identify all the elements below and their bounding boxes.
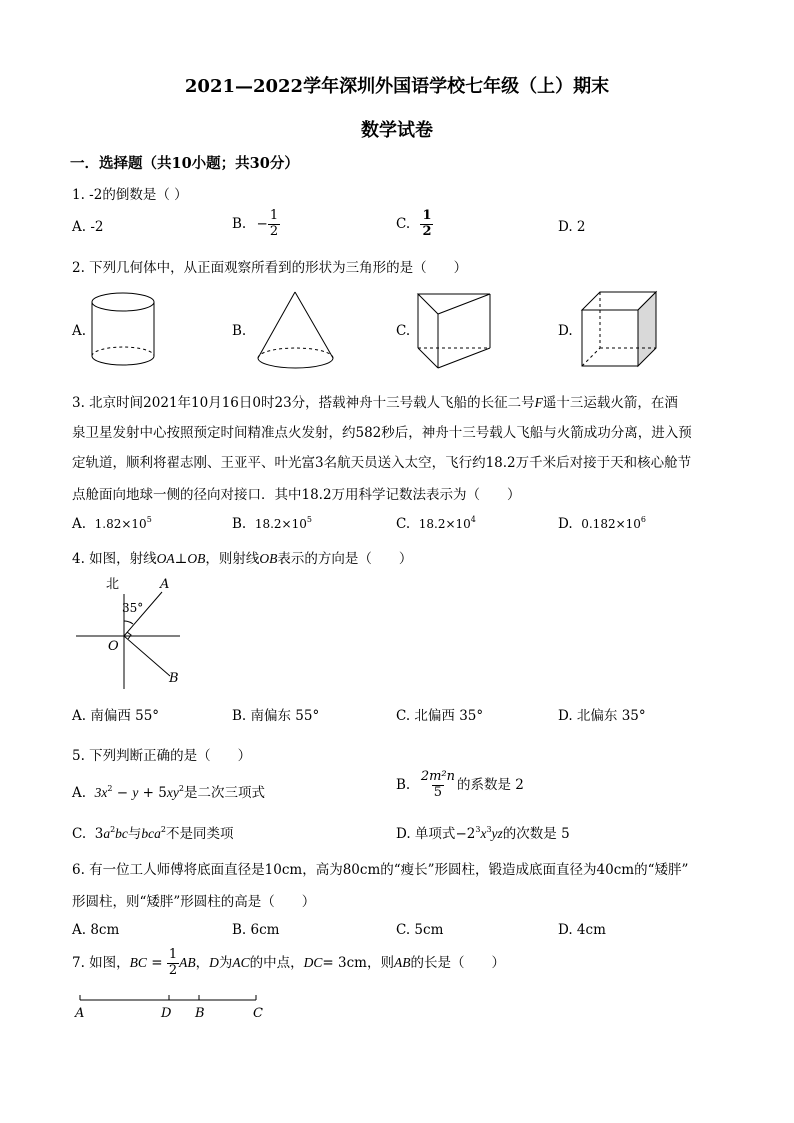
q5-option-d bbox=[396, 822, 570, 842]
q3-line3: 定轨道，顺利将翟志刚、王亚平、叶光富3名航天员送入太空，飞行约18.2万千米后对接于天和核心舱节 bbox=[72, 455, 692, 471]
option-label: C. bbox=[72, 826, 87, 842]
q4-stem-mid: ，则射线 bbox=[205, 551, 260, 567]
cube-figure bbox=[580, 290, 660, 372]
q5-stem: 5. 下列判断正确的是（ ） bbox=[72, 748, 252, 764]
frac-num: 2m²n bbox=[420, 769, 455, 784]
page-subtitle: 数学试卷 bbox=[361, 120, 433, 141]
q1-option-a: A. -2 bbox=[72, 219, 104, 235]
q7-ab: AB bbox=[393, 954, 411, 970]
q1-option-c bbox=[396, 209, 433, 240]
q5-c-term2: bca$^2$ bbox=[141, 825, 167, 841]
frac-num: 1 bbox=[168, 947, 178, 962]
q5-a-text: 是二次三项式 bbox=[183, 785, 265, 801]
seg-point-c: C bbox=[253, 1006, 263, 1021]
frac-num: 1 bbox=[422, 208, 432, 223]
q1-option-b-fraction bbox=[268, 209, 280, 240]
frac-den: 2 bbox=[422, 223, 432, 239]
q5-option-c bbox=[72, 822, 234, 842]
q3-var-f: F bbox=[534, 395, 543, 410]
option-label: A. bbox=[72, 516, 87, 532]
sci-exp: 4 bbox=[470, 515, 476, 524]
q5-c-term1: $3a^2bc$ bbox=[94, 825, 128, 842]
seg-point-d: D bbox=[161, 1006, 172, 1021]
angle-label: 35° bbox=[122, 601, 144, 615]
q4-option-a: A. 南偏西 55° bbox=[72, 708, 160, 724]
origin-o-label: O bbox=[108, 639, 119, 654]
frac-den: 5 bbox=[433, 784, 443, 800]
q7-eq: = 3cm bbox=[322, 954, 367, 971]
q3-line2: 泉卫星发射中心按照预定时间精准点火发射，约582秒后，神舟十三号载人飞船与火箭成功分离，进入预 bbox=[72, 425, 692, 441]
frac-num: 1 bbox=[269, 208, 279, 223]
sci-base: 1.82×10 bbox=[94, 517, 147, 531]
q7-fraction bbox=[167, 948, 179, 979]
q4-stem bbox=[72, 547, 412, 567]
q4-oa: OA bbox=[156, 551, 175, 566]
q4-stem-pre: 4. 如图，射线 bbox=[72, 551, 157, 567]
q1-option-b-sign: − bbox=[256, 215, 268, 232]
option-label: D. 单项式 bbox=[396, 826, 456, 842]
q2-option-a: A. bbox=[72, 323, 87, 339]
q3-line1 bbox=[72, 391, 678, 411]
q7-mid-text: 的中点， bbox=[249, 954, 304, 971]
q1-stem: 1. -2的倒数是（ ） bbox=[72, 187, 188, 203]
q5-b-fraction bbox=[419, 770, 457, 801]
point-a-label: A bbox=[160, 577, 170, 592]
q4-ob: OB bbox=[187, 551, 206, 566]
q3-option-d bbox=[558, 515, 646, 532]
option-label: C. bbox=[396, 516, 411, 532]
seg-point-b: B bbox=[195, 1006, 205, 1021]
q1-option-c-label: C. bbox=[396, 215, 411, 232]
triangular-prism-figure bbox=[416, 292, 496, 374]
section-heading: 一．选择题（共10小题；共30分） bbox=[70, 155, 299, 172]
q5-option-b bbox=[396, 770, 524, 801]
q1-option-b-label: B. bbox=[232, 215, 247, 232]
q6-option-b: B. 6cm bbox=[232, 922, 280, 938]
frac-den: 2 bbox=[269, 223, 279, 239]
q3-line1-text: 3. 北京时间2021年10月16日0时23分，搭载神舟十三号载人飞船的长征二号 bbox=[72, 395, 535, 411]
q4-perp: ⊥ bbox=[174, 551, 188, 567]
q2-option-d: D. bbox=[558, 323, 573, 339]
point-b-label: B bbox=[169, 671, 179, 686]
q5-c-mid: 与 bbox=[127, 826, 142, 842]
q6-option-a: A. 8cm bbox=[72, 922, 120, 938]
q1-option-c-fraction bbox=[420, 209, 433, 240]
q4-ob2: OB bbox=[259, 551, 278, 566]
north-label: 北 bbox=[106, 577, 120, 592]
q2-option-c: C. bbox=[396, 323, 411, 339]
q2-stem: 2. 下列几何体中，从正面观察所看到的形状为三角形的是（ ） bbox=[72, 260, 468, 276]
q1-option-b bbox=[232, 209, 280, 240]
seg-point-a: A bbox=[75, 1006, 85, 1021]
sci-exp: 5 bbox=[146, 515, 152, 524]
option-label: B. bbox=[396, 776, 411, 793]
q3-option-c bbox=[396, 515, 476, 532]
q4-option-c: C. 北偏西 35° bbox=[396, 708, 484, 724]
cylinder-figure bbox=[90, 290, 160, 370]
q4-stem-end: 表示的方向是（ ） bbox=[277, 551, 413, 567]
option-label: A. bbox=[72, 785, 87, 801]
q1-option-d: D. 2 bbox=[558, 219, 586, 235]
q7-end: 的长是（ ） bbox=[410, 954, 505, 971]
q5-c-text: 不是同类项 bbox=[166, 826, 234, 842]
sci-base: 18.2×10 bbox=[254, 517, 307, 531]
sci-base: 0.182×10 bbox=[581, 517, 641, 531]
cone-figure bbox=[256, 290, 336, 370]
q7-stem: 7. 如图，BC = $\frac{1}{2}$ AB，D为AC的中点，DC= 3cm，则AB的长是（ ） bbox=[72, 947, 505, 978]
q5-d-text: 的次数是 5 bbox=[502, 826, 570, 842]
q3-option-b bbox=[232, 515, 312, 532]
option-label: B. bbox=[232, 516, 247, 532]
q7-stem-mid: ， bbox=[195, 954, 210, 971]
sci-exp: 6 bbox=[640, 515, 647, 524]
q5-option-a bbox=[72, 781, 265, 801]
q5-d-term: $-2^3x^3yz$ bbox=[455, 825, 503, 842]
q3-option-a bbox=[72, 515, 152, 532]
sci-base: 18.2×10 bbox=[418, 517, 471, 531]
q7-dc: DC bbox=[303, 954, 323, 970]
option-label: D. bbox=[558, 516, 573, 532]
q3-line1-end: 遥十三运载火箭，在酒 bbox=[542, 395, 678, 411]
q4-option-b: B. 南偏东 55° bbox=[232, 708, 320, 724]
q3-line4: 点舱面向地球一侧的径向对接口．其中18.2万用科学记数法表示为（ ） bbox=[72, 487, 521, 503]
q6-line2: 形圆柱，则“矮胖”形圆柱的高是（ ） bbox=[72, 894, 316, 910]
q7-stem-end: ，则 bbox=[366, 954, 394, 971]
q6-option-d: D. 4cm bbox=[558, 922, 606, 938]
q7-stem-pre: 7. 如图， bbox=[72, 954, 130, 971]
q5-b-text: 的系数是 2 bbox=[457, 776, 524, 793]
q5-a-expression: $3x^2 - y + 5xy^2$ bbox=[94, 784, 184, 801]
q6-option-c: C. 5cm bbox=[396, 922, 444, 938]
q4-direction-figure bbox=[72, 574, 192, 694]
frac-den: 2 bbox=[168, 962, 178, 978]
q7-ac: AC bbox=[232, 954, 250, 970]
page-title: 2021—2022学年深圳外国语学校七年级（上）期末 bbox=[184, 76, 610, 97]
q2-option-b: B. bbox=[232, 323, 247, 339]
q4-option-d: D. 北偏东 35° bbox=[558, 708, 646, 724]
q7-segment-figure bbox=[72, 990, 272, 1024]
q6-line1: 6. 有一位工人师傅将底面直径是10cm，高为80cm的“瘦长”形圆柱，锻造成底面直径为40cm的“矮胖” bbox=[72, 862, 689, 878]
sci-exp: 5 bbox=[306, 515, 312, 524]
